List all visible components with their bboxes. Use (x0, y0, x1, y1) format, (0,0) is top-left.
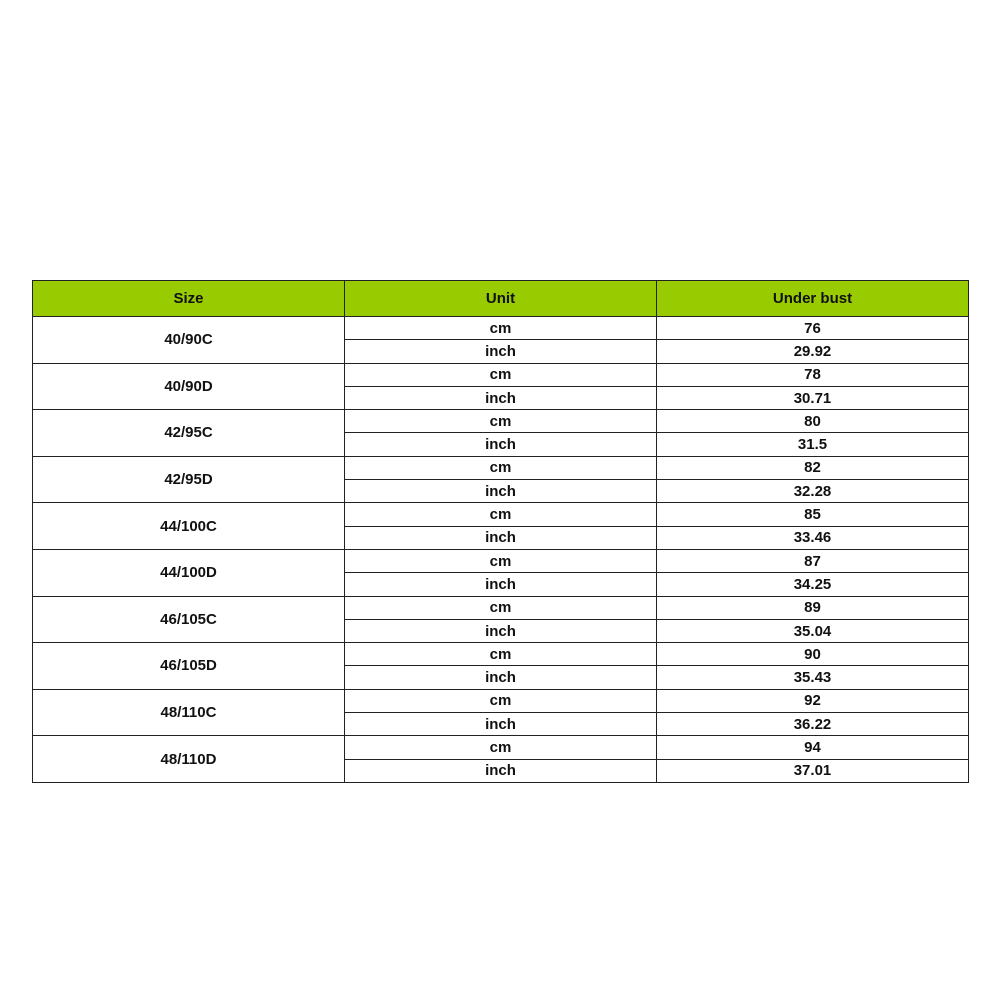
under-bust-cell: 30.71 (657, 386, 969, 409)
under-bust-cell: 85 (657, 503, 969, 526)
under-bust-cell: 35.43 (657, 666, 969, 689)
table-body (33, 317, 969, 783)
under-bust-cell: 37.01 (657, 759, 969, 782)
unit-cell: cm (345, 549, 657, 572)
size-cell: 44/100C (33, 503, 345, 550)
unit-cell: cm (345, 689, 657, 712)
size-cell: 46/105C (33, 596, 345, 643)
unit-cell: inch (345, 433, 657, 456)
size-cell: 40/90D (33, 363, 345, 410)
size-cell: 42/95C (33, 410, 345, 457)
unit-cell: cm (345, 643, 657, 666)
table-row (33, 689, 969, 712)
unit-cell: inch (345, 713, 657, 736)
under-bust-cell: 90 (657, 643, 969, 666)
size-chart-table (32, 280, 969, 783)
table-row (33, 596, 969, 619)
under-bust-cell: 94 (657, 736, 969, 759)
under-bust-cell: 89 (657, 596, 969, 619)
size-cell: 40/90C (33, 317, 345, 364)
unit-cell: inch (345, 526, 657, 549)
size-cell: 48/110D (33, 736, 345, 783)
size-cell: 46/105D (33, 643, 345, 690)
unit-cell: cm (345, 456, 657, 479)
under-bust-cell: 80 (657, 410, 969, 433)
unit-cell: cm (345, 317, 657, 340)
table-row (33, 363, 969, 386)
unit-cell: inch (345, 759, 657, 782)
table-row (33, 410, 969, 433)
under-bust-cell: 33.46 (657, 526, 969, 549)
unit-cell: inch (345, 573, 657, 596)
unit-cell: inch (345, 480, 657, 503)
under-bust-cell: 29.92 (657, 340, 969, 363)
unit-cell: inch (345, 340, 657, 363)
under-bust-cell: 35.04 (657, 619, 969, 642)
unit-cell: cm (345, 363, 657, 386)
under-bust-cell: 78 (657, 363, 969, 386)
table-row (33, 456, 969, 479)
unit-cell: cm (345, 736, 657, 759)
unit-cell: cm (345, 410, 657, 433)
table-row (33, 736, 969, 759)
under-bust-cell: 32.28 (657, 480, 969, 503)
table-row (33, 643, 969, 666)
size-cell: 44/100D (33, 549, 345, 596)
under-bust-cell: 87 (657, 549, 969, 572)
unit-cell: inch (345, 619, 657, 642)
under-bust-cell: 36.22 (657, 713, 969, 736)
header-under-bust: Under bust (657, 281, 969, 317)
header-size: Size (33, 281, 345, 317)
size-cell: 48/110C (33, 689, 345, 736)
table-row (33, 317, 969, 340)
under-bust-cell: 34.25 (657, 573, 969, 596)
under-bust-cell: 31.5 (657, 433, 969, 456)
header-row (33, 281, 969, 317)
header-unit: Unit (345, 281, 657, 317)
size-cell: 42/95D (33, 456, 345, 503)
unit-cell: cm (345, 503, 657, 526)
unit-cell: inch (345, 666, 657, 689)
under-bust-cell: 92 (657, 689, 969, 712)
table-row (33, 503, 969, 526)
table-row (33, 549, 969, 572)
unit-cell: inch (345, 386, 657, 409)
under-bust-cell: 76 (657, 317, 969, 340)
under-bust-cell: 82 (657, 456, 969, 479)
unit-cell: cm (345, 596, 657, 619)
